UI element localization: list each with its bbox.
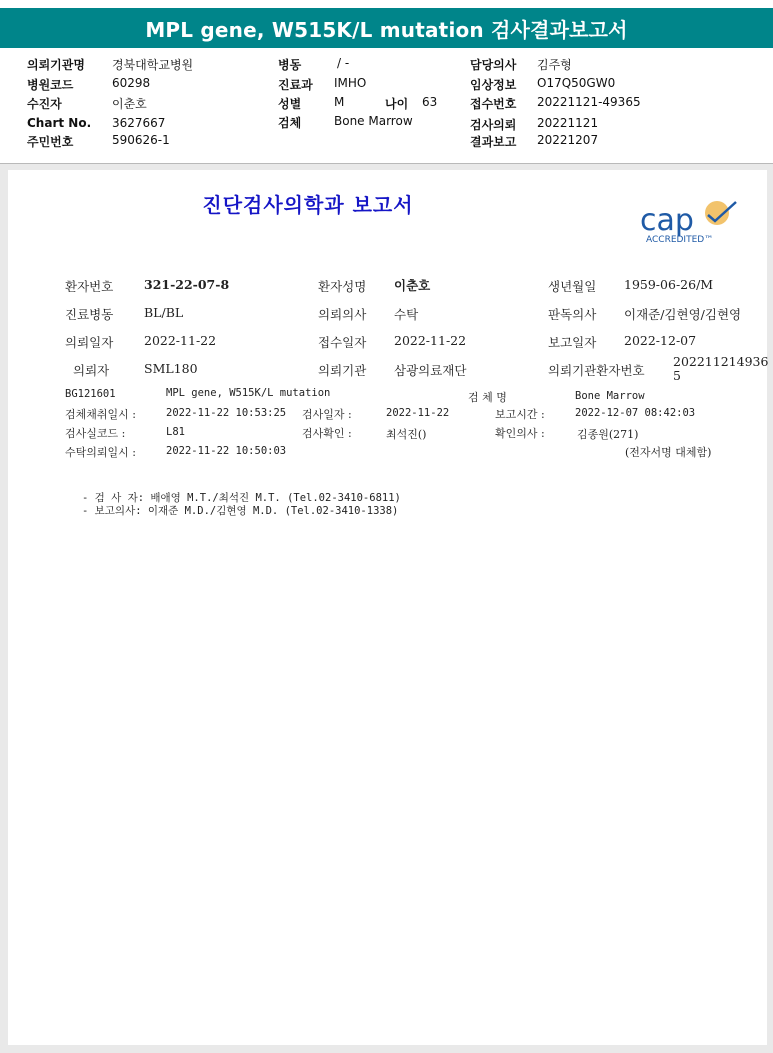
collect-dt-value: 2022-11-22 10:53:25 [166, 407, 287, 419]
inst-patient-no-value-2: 5 [673, 368, 681, 383]
specimen-value: Bone Marrow [334, 114, 413, 128]
req-inst-value: 경북대학교병원 [112, 58, 194, 72]
test-code: BG121601 [65, 388, 116, 400]
doctor-label: 담당의사 [470, 58, 517, 72]
inst-patient-no-value-1: 202211214936 [673, 354, 769, 369]
collector-label: 수진자 [27, 97, 62, 111]
ward-label: 진료병동 [65, 307, 114, 322]
patient-name-value: 이춘호 [394, 278, 431, 293]
receipt-no-value: 20221121-49365 [537, 95, 641, 109]
confirm-doctor-value: 김종원(271) [577, 428, 639, 441]
header-info-panel [0, 50, 773, 164]
consign-dt-value: 2022-11-22 10:50:03 [166, 445, 287, 457]
test-confirm-value: 최석진() [386, 428, 427, 441]
reading-doctor-label: 판독의사 [548, 307, 597, 322]
specimen-name-value: Bone Marrow [575, 390, 645, 402]
dept-value: IMHO [334, 76, 367, 90]
lab-code-value: L81 [166, 426, 185, 438]
report-title: 진단검사의학과 보고서 [202, 193, 414, 217]
patient-no-label: 환자번호 [65, 279, 114, 294]
hosp-code-label: 병원코드 [27, 78, 74, 92]
svg-text:cap: cap [640, 203, 694, 238]
report-sheet [8, 170, 767, 1045]
result-report-value: 20221207 [537, 133, 599, 147]
sex-value: M [334, 95, 345, 109]
lab-code-label: 검사실코드 : [65, 427, 126, 440]
consign-dt-label: 수탁의뢰일시 : [65, 446, 136, 459]
patient-no-value: 321-22-07-8 [144, 277, 230, 292]
receipt-date-label: 접수일자 [318, 335, 367, 350]
doctor-value: 김주형 [537, 58, 572, 72]
chart-no-value: 3627667 [112, 116, 166, 130]
test-date-label: 검사일자 : [302, 408, 352, 421]
receipt-date-value: 2022-11-22 [394, 333, 467, 348]
req-inst-label: 의뢰기관명 [27, 58, 85, 72]
test-date-value: 2022-11-22 [386, 407, 450, 419]
report-date-value: 2022-12-07 [624, 333, 697, 348]
receipt-no-label: 접수번호 [470, 97, 517, 111]
result-report-label: 결과보고 [470, 135, 517, 149]
req-doctor-value: 수탁 [394, 307, 419, 322]
footer-reporter: - 보고의사: 이재준 M.D./김현영 M.D. (Tel.02-3410-1338) [82, 505, 399, 517]
chart-no-label: Chart No. [27, 116, 92, 130]
age-value: 63 [422, 95, 438, 109]
test-req-value: 20221121 [537, 116, 599, 130]
req-inst-value: 삼광의료재단 [394, 363, 467, 378]
sex-label: 성별 [278, 97, 302, 111]
svg-text:ACCREDITED™: ACCREDITED™ [646, 235, 714, 245]
clinical-label: 임상정보 [470, 78, 517, 92]
reading-doctor-value: 이재준/김현영/김현영 [624, 307, 742, 322]
dob-value: 1959-06-26/M [624, 277, 714, 292]
esign-note: (전자서명 대체함) [625, 446, 712, 459]
specimen-name-label: 검 체 명 [468, 391, 507, 404]
inst-patient-no-label: 의뢰기관환자번호 [548, 363, 645, 378]
rrn-label: 주민번호 [27, 135, 74, 149]
report-time-value: 2022-12-07 08:42:03 [575, 407, 696, 419]
specimen-label: 검체 [278, 116, 302, 130]
age-label: 나이 [385, 97, 409, 111]
report-date-label: 보고일자 [548, 335, 597, 350]
report-time-label: 보고시간 : [495, 408, 545, 421]
document-title: MPL gene, W515K/L mutation 검사결과보고서 [0, 8, 773, 48]
req-date-value: 2022-11-22 [144, 333, 217, 348]
ward-label: 병동 [278, 58, 302, 72]
patient-name-label: 환자성명 [318, 279, 367, 294]
test-confirm-label: 검사확인 : [302, 427, 352, 440]
requester-value: SML180 [144, 361, 198, 376]
confirm-doctor-label: 확인의사 : [495, 427, 545, 440]
dept-label: 진료과 [278, 78, 313, 92]
test-req-label: 검사의뢰 [470, 118, 517, 132]
cap-accredited-logo [638, 196, 748, 246]
req-doctor-label: 의뢰의사 [318, 307, 367, 322]
test-name: MPL gene, W515K/L mutation [166, 387, 331, 399]
clinical-value: O17Q50GW0 [537, 76, 616, 90]
requester-label: 의뢰자 [73, 363, 110, 378]
req-date-label: 의뢰일자 [65, 335, 114, 350]
ward-value: / - [337, 56, 350, 70]
footer-tester: - 검 사 자: 배애영 M.T./최석진 M.T. (Tel.02-3410-6811) [82, 492, 401, 504]
collector-value: 이춘호 [112, 97, 147, 111]
dob-label: 생년월일 [548, 279, 597, 294]
req-inst-label: 의뢰기관 [318, 363, 367, 378]
collect-dt-label: 검체채취일시 : [65, 408, 136, 421]
hosp-code-value: 60298 [112, 76, 151, 90]
ward-value: BL/BL [144, 305, 184, 320]
rrn-value: 590626-1 [112, 133, 170, 147]
